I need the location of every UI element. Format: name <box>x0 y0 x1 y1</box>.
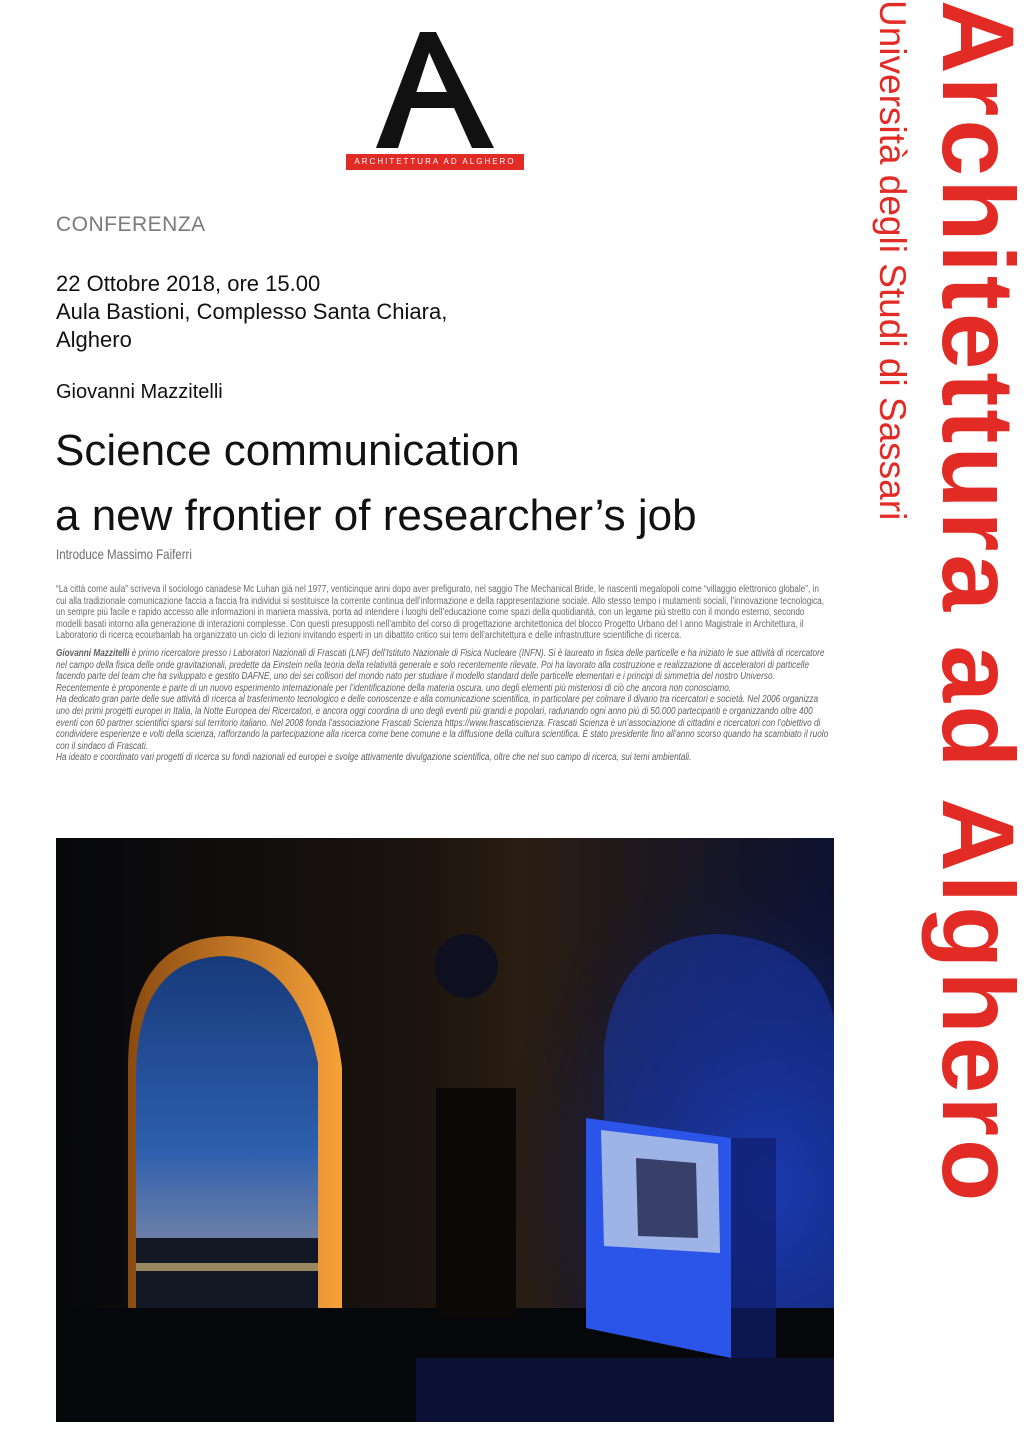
event-venue-line1: Aula Bastioni, Complesso Santa Chiara, <box>56 299 448 324</box>
talk-title-line2: a new frontier of researcher’s job <box>55 491 697 540</box>
logo-caption: ARCHITETTURA AD ALGHERO <box>346 154 524 170</box>
bio-paragraph-2: Ha dedicato gran parte delle sue attività di ricerca al trasferimento tecnologico e delle conoscenze e alla comunicazione scientifica, in particolare per colmare il divario tra ricercatori e società. Nel 2006 organizza uno dei primi progetti europei in Italia, la Notte Europea dei Ricercatori, e ancora oggi coordina di uno degli eventi più grandi e popolari, radunando ogni anno più di 50.000 partecipanti e organizzando oltre 400 eventi con 60 partner scientifici sparsi sul territorio italiano. Nel 2008 fonda l’associazione Frascati Scienza https://www.frascatiscienza. Frascati Scienza è un’associazione di cittadini e ricercatori con l’obiettivo di condividere esperienze e volti della scienza, rafforzando la partecipazione alla ricerca come bene comune e la diffusione della cultura scientifica. È stato presidente fino all’anno scorso quando ha scambiato il ruolo con il sindaco di Frascati. <box>56 694 829 752</box>
bio-paragraph-1 <box>56 648 830 694</box>
bio-name: Giovanni Mazzitelli <box>56 647 130 659</box>
architettura-ad-alghero-banner <box>921 0 1035 1454</box>
university-name-text: Università degli Studi di Sassari <box>872 0 913 521</box>
event-date: 22 Ottobre 2018, ore 15.00 <box>56 271 321 296</box>
description-text <box>56 584 830 764</box>
bio-paragraph-3: Ha ideato e coordinato vari progetti di ricerca su fondi nazionali ed europei e svolge attivamente divulgazione scientifica, oltre che nel suo campo di ricerca, sui temi ambientali. <box>56 752 692 764</box>
architettura-logo <box>346 30 524 172</box>
talk-title-line1: Science communication <box>55 426 520 475</box>
banner-text: Architettura ad Alghero <box>921 0 1035 1205</box>
university-name <box>872 0 912 640</box>
talk-title <box>55 418 697 548</box>
speaker-name: Giovanni Mazzitelli <box>56 381 223 403</box>
event-type-label: CONFERENZA <box>56 213 206 236</box>
bio-text-1: è primo ricercatore presso i Laboratori Nazionali di Frascati (LNF) dell’Istituto Nazionale di Fisica Nucleare (INFN). Si è laureato in fisica delle particelle e ha iniziato le sue attività di ricercatore nel campo della fisica delle onde gravitazionali, predette da Einstein nella teoria della relatività generale e solo recentemente rilevate. Poi ha lavorato alla costruzione e realizzazione di acceleratori di particelle facendo parte del team che ha sviluppato e gestito DAFNE, uno dei sei collisori del mondo nato per studiare il modello standard delle particelle elementari e i principi di simmetria del nostro Universo. Recentemente è proponente e parte di un nuovo esperimento internazionale per l’identificazione della materia oscura, uno degli elementi più misteriosi di ciò che ancora non conosciamo. <box>56 647 825 694</box>
event-when-where <box>56 270 556 354</box>
event-venue-line2: Alghero <box>56 327 132 352</box>
logo-a-mark <box>346 30 524 154</box>
abstract-paragraph: “La città come aula” scriveva il sociologo canadese Mc Luhan già nel 1977, venticinque anni dopo aver prefigurato, nel saggio The Mechanical Bride, le nascenti megalopoli come “villaggio elettronico globale”, in cui alla tradizionale comunicazione faccia a faccia fra individui si sostituisce la corrente continua dell’informazione e della rappresentazione sociale. Allo stesso tempo i mutamenti sociali, l’innovazione tecnologica, un sempre più facile e rapido accesso alle informazioni in maniera massiva, porta ad intendere i luoghi dell’educazione come spazi della quotidianità, con un legame più stretto con il mondo esterno, secondo modelli basati intorno alla generazione di interazioni complesse. Con questi presupposti nell’ambito del corso di progettazione architettonica del blocco Progetto Urbano del I anno Magistrale in Architettura, il Laboratorio di ricerca ecourbanlab ha organizzato un ciclo di lezioni invitando esperti in un dibattito critico sui temi dell’architettura e delle infrastrutture scientifiche di ricerca. <box>56 584 825 642</box>
introducer: Introduce Massimo Faiferri <box>56 546 192 562</box>
venue-photo <box>56 838 834 1422</box>
